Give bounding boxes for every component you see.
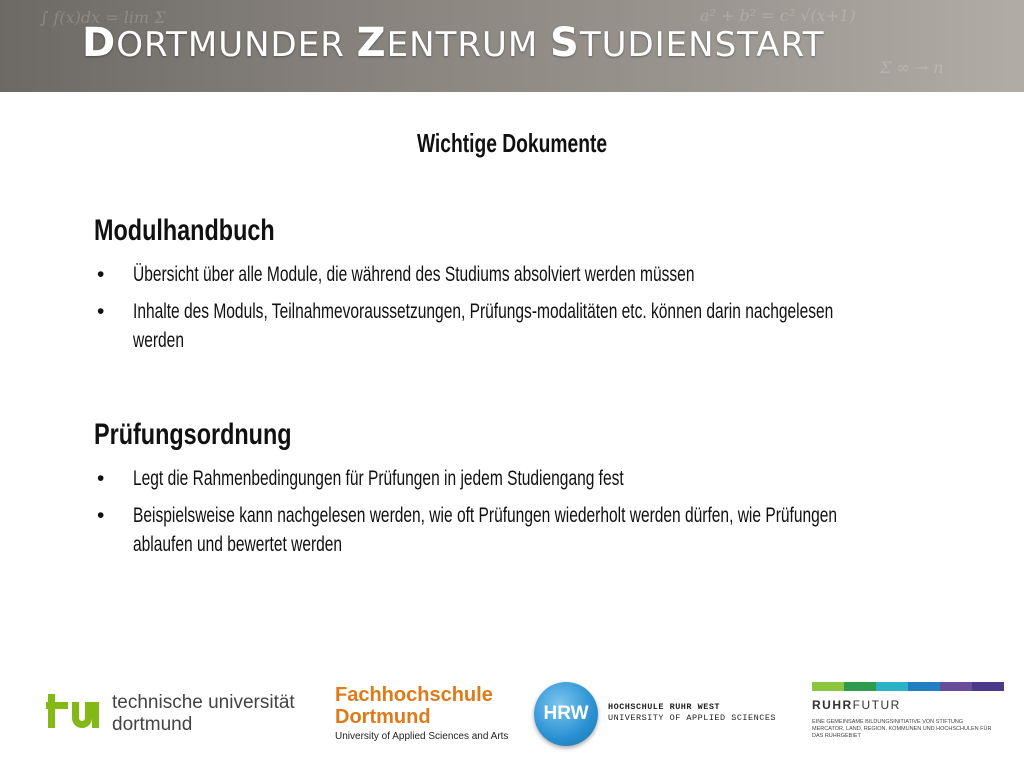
fh-dortmund-logo: Fachhochschule Dortmund [335,684,493,728]
chalk-scribble: a² + b² = c² √(x+1) [700,6,856,25]
section-heading: Prüfungsordnung [94,418,292,451]
chalk-scribble: ∫ f(x)dx = lim Σ [40,8,166,27]
page-title: Wichtige Dokumente [416,128,608,158]
banner-title: DORTMUNDER ZENTRUM STUDIENSTART [82,20,825,66]
header-banner [0,0,1024,92]
section-heading: Modulhandbuch [94,214,275,247]
list-item: • Inhalte des Moduls, Teilnahmevoraussetzungen, Prüfungs-modalitäten etc. können darin nachgelesen werden [94,297,894,355]
section-pruefungsordnung [94,418,894,567]
ruhrfutur-logo: RUHRFUTUR [812,698,901,712]
list-item: • Übersicht über alle Module, die während des Studiums absolviert werden müssen [94,260,894,289]
ruhrfutur-color-bar [812,682,1004,691]
ruhrfutur-subtitle: EINE GEMEINSAME BILDUNGSINITIATIVE VON STIFTUNG MERCATOR, LAND, REGION, KOMMUNEN UND HOCHSCHULEN FÜR DAS RUHRGEBIET [812,719,992,739]
section-modulhandbuch [94,214,894,363]
bullet-icon: • [97,300,105,323]
partner-logos [0,672,1024,768]
bullet-icon: • [97,263,105,286]
chalk-scribble: Σ ∞ → n [880,58,944,77]
tu-dortmund-logo-text: technische universität dortmund [112,692,295,735]
bullet-list [94,464,894,559]
list-item: • Beispielsweise kann nachgelesen werden, wie oft Prüfungen wiederholt werden dürfen, wie Prüfungen ablaufen und bewertet werden [94,501,894,559]
bullet-icon: • [97,467,105,490]
bullet-list [94,260,894,355]
list-item: • Legt die Rahmenbedingungen für Prüfungen in jedem Studiengang fest [94,464,894,493]
bullet-icon: • [97,504,105,527]
hrw-logo-text: HOCHSCHULE RUHR WEST UNIVERSITY OF APPLIED SCIENCES [608,702,777,723]
hrw-logo-icon: HRW [534,682,598,746]
fh-dortmund-subtitle: University of Applied Sciences and Arts [335,731,509,742]
tu-dortmund-logo-icon [46,690,106,730]
